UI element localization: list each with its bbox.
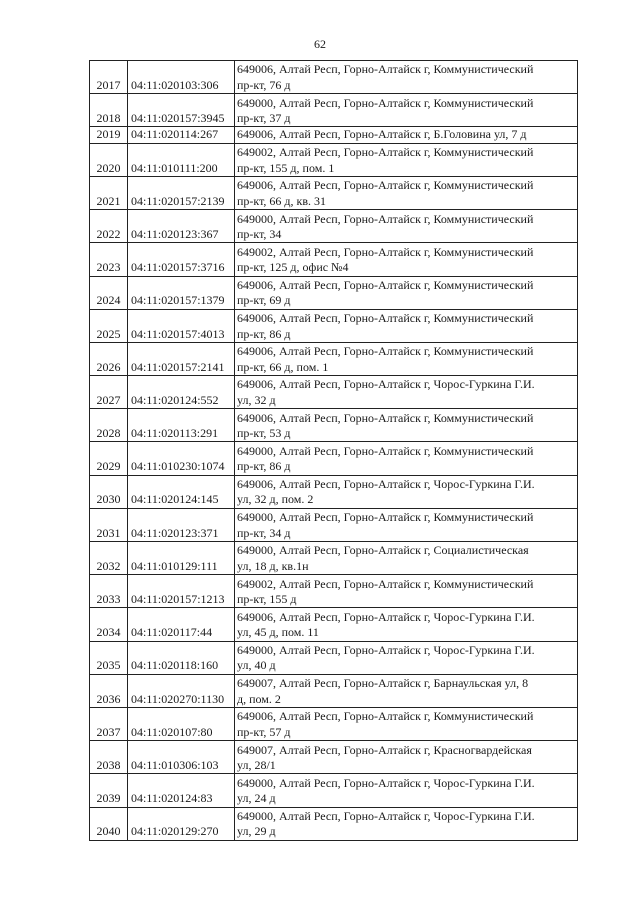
- row-number-cell: 2039: [90, 774, 128, 807]
- table-row: [90, 707, 578, 740]
- table-row: [90, 475, 578, 508]
- table-row: [90, 127, 578, 143]
- address-line: 649000, Алтай Респ, Горно-Алтайск г, Коммунистический: [237, 211, 534, 226]
- row-number-cell: 2029: [90, 442, 128, 475]
- address-line: 649006, Алтай Респ, Горно-Алтайск г, Коммунистический: [237, 344, 534, 359]
- address-line: 649006, Алтай Респ, Горно-Алтайск г, Коммунистический: [237, 410, 534, 425]
- cadastral-number-cell: 04:11:020117:44: [128, 608, 235, 641]
- cadastral-number-cell: 04:11:010306:103: [128, 741, 235, 774]
- row-number-cell: 2027: [90, 376, 128, 409]
- address-line: 649006, Алтай Респ, Горно-Алтайск г, Коммунистический: [237, 178, 534, 193]
- table-row: [90, 376, 578, 409]
- address-cell: [235, 143, 578, 176]
- address-cell: [235, 508, 578, 541]
- row-number-cell: 2019: [90, 127, 128, 143]
- address-cell: [235, 707, 578, 740]
- row-number-cell: 2018: [90, 94, 128, 127]
- cadastral-number-cell: 04:11:020113:291: [128, 409, 235, 442]
- table-row: [90, 61, 578, 94]
- address-cell: [235, 542, 578, 575]
- address-cell: [235, 61, 578, 94]
- address-cell: [235, 774, 578, 807]
- address-cell: [235, 641, 578, 674]
- table-row: [90, 176, 578, 209]
- address-cell: [235, 674, 578, 707]
- address-line: пр-кт, 125 д, офис №4: [237, 260, 349, 275]
- cadastral-number-cell: 04:11:020157:1213: [128, 575, 235, 608]
- address-line: 649006, Алтай Респ, Горно-Алтайск г, Коммунистический: [237, 277, 534, 292]
- address-line: 649006, Алтай Респ, Горно-Алтайск г, Б.Головина ул, 7 д: [237, 127, 527, 142]
- cadastral-number-cell: 04:11:020157:2141: [128, 342, 235, 375]
- row-number-cell: 2034: [90, 608, 128, 641]
- cadastral-number-cell: 04:11:020124:552: [128, 376, 235, 409]
- address-line: пр-кт, 34: [237, 226, 282, 241]
- address-line: 649000, Алтай Респ, Горно-Алтайск г, Коммунистический: [237, 95, 534, 110]
- cadastral-number-cell: 04:11:020157:3945: [128, 94, 235, 127]
- row-number-cell: 2026: [90, 342, 128, 375]
- registry-table-body: [90, 61, 578, 841]
- page-number: 62: [314, 37, 326, 51]
- cadastral-number-cell: 04:11:020103:306: [128, 61, 235, 94]
- address-cell: [235, 442, 578, 475]
- address-cell: [235, 94, 578, 127]
- address-line: 649006, Алтай Респ, Горно-Алтайск г, Чорос-Гуркина Г.И.: [237, 477, 535, 492]
- table-row: [90, 542, 578, 575]
- address-line: ул, 28/1: [237, 757, 276, 772]
- address-line: ул, 32 д: [237, 392, 276, 407]
- address-line: ул, 32 д, пом. 2: [237, 492, 314, 507]
- row-number-cell: 2024: [90, 276, 128, 309]
- property-registry-table: [89, 60, 578, 841]
- address-line: 649007, Алтай Респ, Горно-Алтайск г, Красногвардейская: [237, 742, 532, 757]
- cadastral-number-cell: 04:11:020157:4013: [128, 309, 235, 342]
- address-line: пр-кт, 57 д: [237, 724, 291, 739]
- table-row: [90, 94, 578, 127]
- cadastral-number-cell: 04:11:010129:111: [128, 542, 235, 575]
- row-number-cell: 2023: [90, 243, 128, 276]
- address-line: д, пом. 2: [237, 691, 281, 706]
- row-number-cell: 2031: [90, 508, 128, 541]
- row-number-cell: 2020: [90, 143, 128, 176]
- address-cell: [235, 807, 578, 840]
- cadastral-number-cell: 04:11:020118:160: [128, 641, 235, 674]
- cadastral-number-cell: 04:11:020270:1130: [128, 674, 235, 707]
- cadastral-number-cell: 04:11:020114:267: [128, 127, 235, 143]
- table-row: [90, 409, 578, 442]
- address-line: пр-кт, 69 д: [237, 293, 291, 308]
- table-row: [90, 210, 578, 243]
- address-line: ул, 24 д: [237, 791, 276, 806]
- cadastral-number-cell: 04:11:020123:367: [128, 210, 235, 243]
- address-line: ул, 29 д: [237, 824, 276, 839]
- address-line: 649000, Алтай Респ, Горно-Алтайск г, Коммунистический: [237, 510, 534, 525]
- row-number-cell: 2030: [90, 475, 128, 508]
- address-line: пр-кт, 53 д: [237, 426, 291, 441]
- row-number-cell: 2033: [90, 575, 128, 608]
- address-line: 649007, Алтай Респ, Горно-Алтайск г, Барнаульская ул, 8: [237, 676, 529, 691]
- cadastral-number-cell: 04:11:020129:270: [128, 807, 235, 840]
- address-line: пр-кт, 86 д: [237, 459, 291, 474]
- row-number-cell: 2028: [90, 409, 128, 442]
- address-line: 649002, Алтай Респ, Горно-Алтайск г, Коммунистический: [237, 145, 534, 160]
- cadastral-number-cell: 04:11:010111:200: [128, 143, 235, 176]
- address-cell: [235, 376, 578, 409]
- address-line: пр-кт, 66 д, кв. 31: [237, 193, 327, 208]
- row-number-cell: 2025: [90, 309, 128, 342]
- table-row: [90, 575, 578, 608]
- cadastral-number-cell: 04:11:020157:1379: [128, 276, 235, 309]
- address-line: 649006, Алтай Респ, Горно-Алтайск г, Коммунистический: [237, 311, 534, 326]
- address-cell: [235, 342, 578, 375]
- row-number-cell: 2037: [90, 707, 128, 740]
- row-number-cell: 2036: [90, 674, 128, 707]
- cadastral-number-cell: 04:11:020157:2139: [128, 176, 235, 209]
- address-line: 649006, Алтай Респ, Горно-Алтайск г, Чорос-Гуркина Г.И.: [237, 377, 535, 392]
- address-line: пр-кт, 66 д, пом. 1: [237, 359, 329, 374]
- address-cell: [235, 243, 578, 276]
- table-row: [90, 143, 578, 176]
- row-number-cell: 2035: [90, 641, 128, 674]
- address-line: пр-кт, 155 д, пом. 1: [237, 160, 335, 175]
- cadastral-number-cell: 04:11:010230:1074: [128, 442, 235, 475]
- table-row: [90, 342, 578, 375]
- address-line: 649000, Алтай Респ, Горно-Алтайск г, Коммунистический: [237, 443, 534, 458]
- address-line: 649000, Алтай Респ, Горно-Алтайск г, Чорос-Гуркина Г.И.: [237, 775, 535, 790]
- table-row: [90, 243, 578, 276]
- row-number-cell: 2017: [90, 61, 128, 94]
- cadastral-number-cell: 04:11:020124:83: [128, 774, 235, 807]
- address-cell: [235, 409, 578, 442]
- address-cell: [235, 741, 578, 774]
- address-cell: [235, 608, 578, 641]
- address-line: пр-кт, 37 д: [237, 110, 291, 125]
- row-number-cell: 2038: [90, 741, 128, 774]
- row-number-cell: 2040: [90, 807, 128, 840]
- table-row: [90, 741, 578, 774]
- address-line: 649006, Алтай Респ, Горно-Алтайск г, Коммунистический: [237, 62, 534, 77]
- table-row: [90, 608, 578, 641]
- table-row: [90, 774, 578, 807]
- address-line: пр-кт, 155 д: [237, 592, 297, 606]
- table-row: [90, 807, 578, 840]
- table-row: [90, 641, 578, 674]
- address-line: 649006, Алтай Респ, Горно-Алтайск г, Коммунистический: [237, 709, 534, 724]
- cadastral-number-cell: 04:11:020157:3716: [128, 243, 235, 276]
- row-number-cell: 2022: [90, 210, 128, 243]
- address-line: пр-кт, 34 д: [237, 525, 291, 540]
- address-cell: [235, 210, 578, 243]
- address-line: 649000, Алтай Респ, Горно-Алтайск г, Социалистическая: [237, 543, 529, 558]
- address-line: пр-кт, 76 д: [237, 77, 291, 92]
- table-row: [90, 674, 578, 707]
- address-cell: [235, 309, 578, 342]
- cadastral-number-cell: 04:11:020123:371: [128, 508, 235, 541]
- cadastral-number-cell: 04:11:020124:145: [128, 475, 235, 508]
- address-line: 649000, Алтай Респ, Горно-Алтайск г, Чорос-Гуркина Г.И.: [237, 642, 535, 657]
- table-row: [90, 309, 578, 342]
- address-line: 649000, Алтай Респ, Горно-Алтайск г, Чорос-Гуркина Г.И.: [237, 808, 535, 823]
- cadastral-number-cell: 04:11:020107:80: [128, 707, 235, 740]
- address-cell: [235, 475, 578, 508]
- row-number-cell: 2021: [90, 176, 128, 209]
- table-row: [90, 276, 578, 309]
- address-line: 649006, Алтай Респ, Горно-Алтайск г, Чорос-Гуркина Г.И.: [237, 609, 535, 624]
- address-line: ул, 40 д: [237, 658, 276, 673]
- table-row: [90, 508, 578, 541]
- address-line: 649002, Алтай Респ, Горно-Алтайск г, Коммунистический: [237, 576, 534, 591]
- address-cell: [235, 575, 578, 608]
- address-cell: [235, 127, 578, 143]
- address-cell: [235, 176, 578, 209]
- table-row: [90, 442, 578, 475]
- address-line: 649002, Алтай Респ, Горно-Алтайск г, Коммунистический: [237, 244, 534, 259]
- address-line: пр-кт, 86 д: [237, 326, 291, 341]
- address-line: ул, 45 д, пом. 11: [237, 625, 319, 640]
- address-cell: [235, 276, 578, 309]
- address-line: ул, 18 д, кв.1н: [237, 558, 309, 573]
- row-number-cell: 2032: [90, 542, 128, 575]
